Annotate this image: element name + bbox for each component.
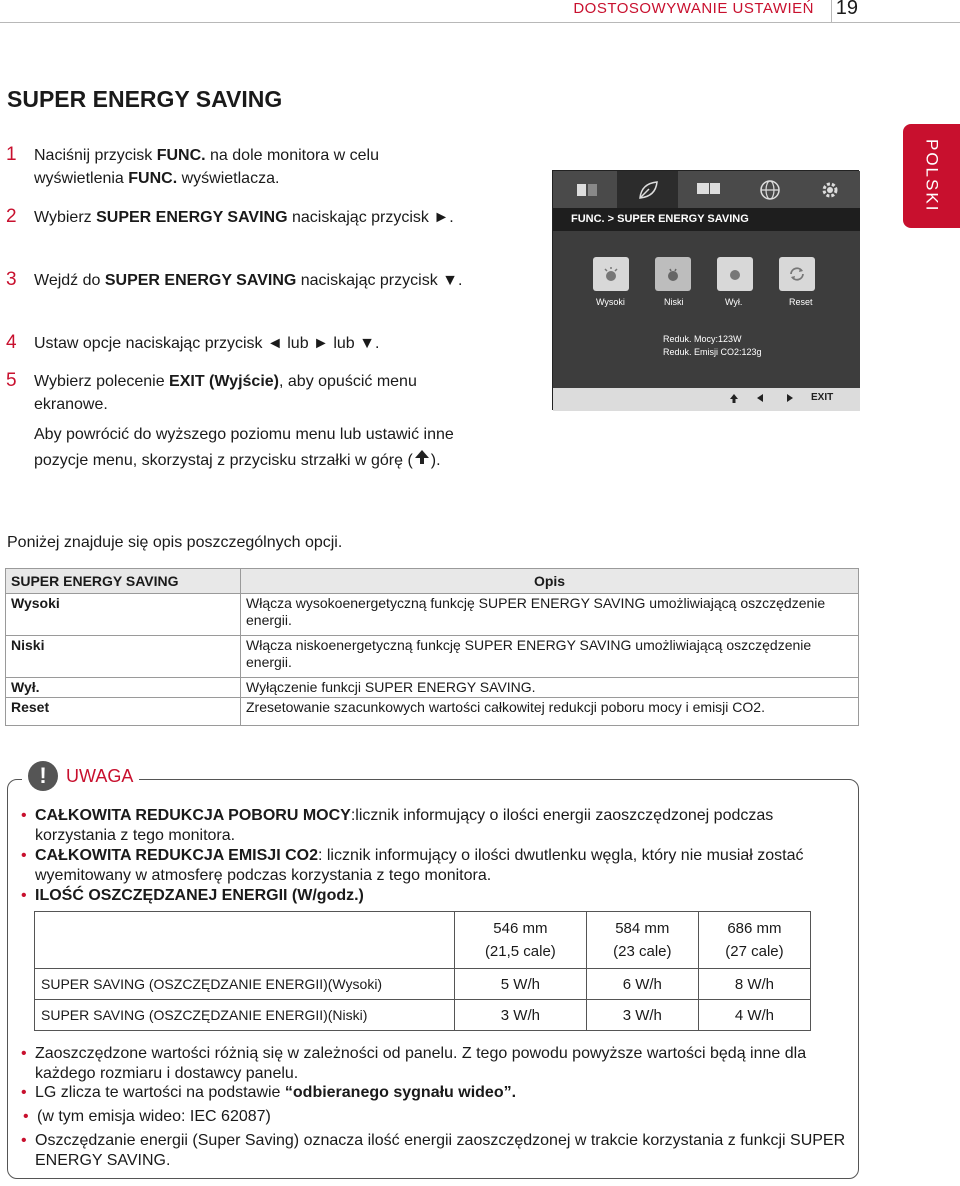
globe-icon <box>739 171 800 208</box>
power-reduction-readout: Reduk. Mocy:123W <box>663 334 742 344</box>
off-icon <box>717 257 753 291</box>
osd-path: FUNC. > SUPER ENERGY SAVING <box>553 208 860 231</box>
table-row <box>35 912 811 969</box>
step-4: Ustaw opcje naciskając przycisk ◄ lub ► lub ▼. <box>34 335 380 352</box>
note-item: • Oszczędzanie energii (Super Saving) oznacza ilość energii zaoszczędzonej w trakcie korzystania z funkcji SUPER ENERGY SAVING. <box>35 1131 850 1171</box>
language-tab-label: POLSKI <box>922 139 942 213</box>
intro-text: Poniżej znajduje się opis poszczególnych opcji. <box>7 534 343 551</box>
table-header: Opis <box>241 569 859 594</box>
note-item: • CAŁKOWITA REDUKCJA POBORU MOCY:licznik informujący o ilości energii zaoszczędzonej podczas korzystania z tego monitora. <box>35 806 850 846</box>
warning-icon: ! <box>28 761 58 791</box>
leaf-icon <box>617 171 678 208</box>
step-number: 4 <box>6 332 17 353</box>
step-5-extra: Aby powrócić do wyższego poziomu menu lub ustawić inne pozycje menu, skorzystaj z przycisku strzałki w górę ( ). <box>34 422 494 474</box>
low-saving-icon <box>655 257 691 291</box>
step-number: 5 <box>6 370 17 391</box>
header-rule <box>0 22 960 23</box>
note-item: • CAŁKOWITA REDUKCJA EMISJI CO2: licznik informujący o ilości dwutlenku węgla, który nie musiał zostać wyemitowany w atmosferę podczas korzystania z tego monitora. <box>35 846 850 886</box>
co2-reduction-readout: Reduk. Emisji CO2:123g <box>663 347 762 357</box>
osd-option-label: Niski <box>664 297 684 307</box>
table-header: 584 mm (23 cale) <box>586 912 698 969</box>
note-subline: • (w tym emisja wideo: IEC 62087) <box>37 1107 852 1127</box>
power-table <box>34 911 811 1031</box>
step-number: 3 <box>6 269 17 290</box>
up-arrow-icon <box>413 448 431 474</box>
note-item: • LG zlicza te wartości na podstawie “odbieranego sygnału wideo”. <box>35 1083 850 1103</box>
note-header <box>22 761 139 791</box>
gear-icon <box>799 171 860 208</box>
osd-exit-button[interactable]: EXIT <box>811 392 834 403</box>
left-arrow-icon[interactable] <box>755 393 765 406</box>
options-table <box>5 568 859 726</box>
osd-tab-bar <box>553 171 860 208</box>
table-row: SUPER SAVING (OSZCZĘDZANIE ENERGII)(Niski) 3 W/h 3 W/h 4 W/h <box>35 1000 811 1031</box>
table-header: SUPER ENERGY SAVING <box>6 569 241 594</box>
screen-icon <box>678 171 739 208</box>
picture-mode-icon <box>556 171 617 208</box>
reset-icon <box>779 257 815 291</box>
table-header: 546 mm (21,5 cale) <box>455 912 587 969</box>
osd-button-bar <box>553 388 860 411</box>
osd-option-label: Wysoki <box>596 297 625 307</box>
table-header: 686 mm (27 cale) <box>698 912 810 969</box>
page-title: SUPER ENERGY SAVING <box>7 86 283 112</box>
note-item: • ILOŚĆ OSZCZĘDZANEJ ENERGII (W/godz.) <box>35 886 850 906</box>
osd-body <box>553 231 860 388</box>
table-row: Reset Zresetowanie szacunkowych wartości całkowitej redukcji poboru mocy i emisji CO2. <box>6 698 859 726</box>
language-tab <box>903 124 960 228</box>
step-5: Wybierz polecenie EXIT (Wyjście), aby opuścić menu ekranowe. <box>34 373 417 413</box>
osd-info <box>663 333 762 359</box>
up-arrow-icon[interactable] <box>728 392 740 407</box>
high-saving-icon <box>593 257 629 291</box>
osd-screenshot <box>552 170 859 410</box>
step-number: 1 <box>6 144 17 165</box>
right-arrow-icon[interactable] <box>785 393 795 406</box>
step-3: Wejdź do SUPER ENERGY SAVING naciskając przycisk ▼. <box>34 272 463 289</box>
section-title: DOSTOSOWYWANIE USTAWIEŃ <box>573 0 814 17</box>
osd-option-label: Reset <box>789 297 813 307</box>
step-number: 2 <box>6 206 17 227</box>
step-2: Wybierz SUPER ENERGY SAVING naciskając przycisk ►. <box>34 209 454 226</box>
table-row: SUPER SAVING (OSZCZĘDZANIE ENERGII)(Wysoki) 5 W/h 6 W/h 8 W/h <box>35 969 811 1000</box>
table-header-row <box>6 569 859 594</box>
step-1: Naciśnij przycisk FUNC. na dole monitora w celu wyświetlenia FUNC. wyświetlacza. <box>34 147 380 187</box>
note-label: UWAGA <box>66 765 134 786</box>
header-divider <box>831 0 832 22</box>
table-row: Niski Włącza niskoenergetyczną funkcję SUPER ENERGY SAVING umożliwiającą oszczędzenie energii. <box>6 636 859 678</box>
page-number: 19 <box>835 0 858 19</box>
table-row: Wysoki Włącza wysokoenergetyczną funkcję SUPER ENERGY SAVING umożliwiającą oszczędzenie energii. <box>6 594 859 636</box>
osd-option-label: Wył. <box>725 297 743 307</box>
note-item: • Zaoszczędzone wartości różnią się w zależności od panelu. Z tego powodu powyższe wartości będą inne dla każdego rozmiaru i dostawcy panelu. <box>35 1044 850 1084</box>
table-row: Wył. Wyłączenie funkcji SUPER ENERGY SAVING. <box>6 678 859 698</box>
